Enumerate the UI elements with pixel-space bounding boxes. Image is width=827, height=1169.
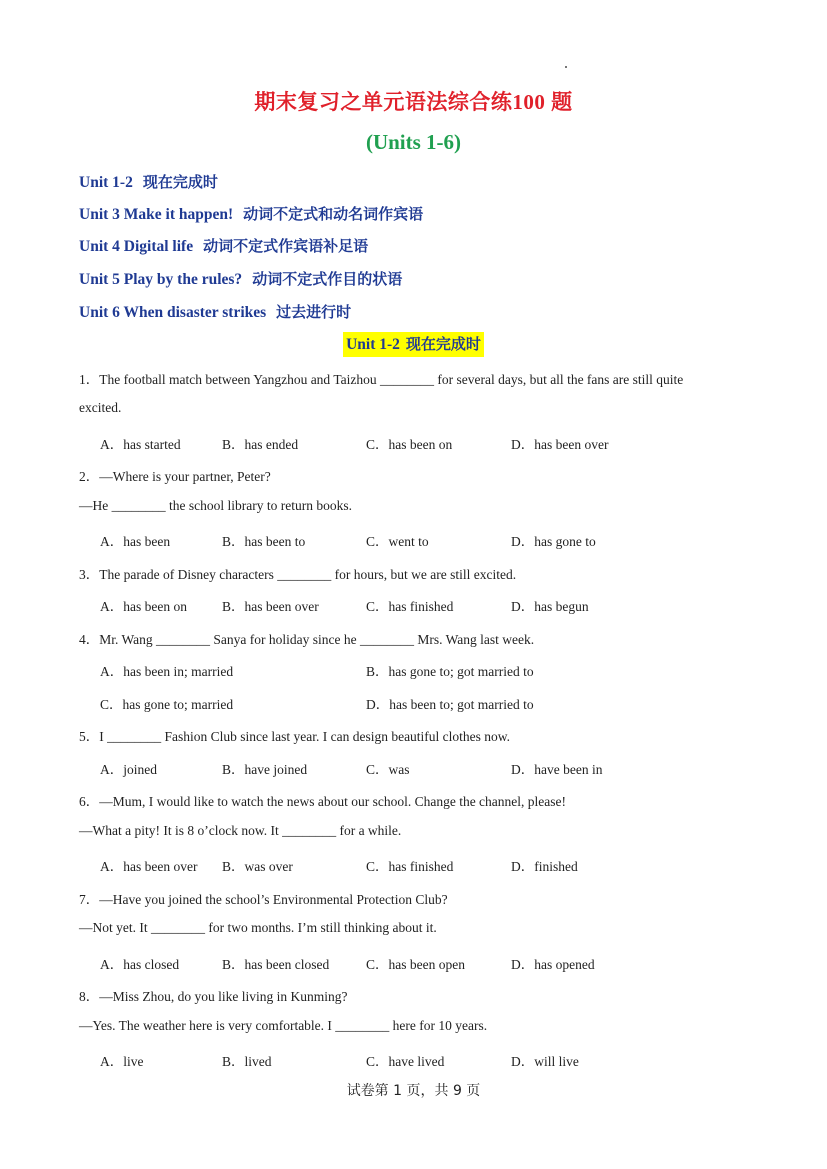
unit-label: Unit 6 When disaster strikes <box>79 304 267 321</box>
option-a: A．has closed <box>100 957 180 972</box>
question-6-answer-line: —What a pity! It is 8 o’clock now. It ________ for a while. <box>79 823 402 838</box>
question-8-stem: 8．—Miss Zhou, do you like living in Kunming? <box>79 989 348 1004</box>
option-a: A．has started <box>100 437 181 452</box>
option-c: C．has been on <box>366 437 453 452</box>
question-7-stem: 7．—Have you joined the school’s Environmental Protection Club? <box>79 892 448 907</box>
option-b: B．lived <box>222 1054 272 1069</box>
option-b: B．has been closed <box>222 957 330 972</box>
option-b: B．was over <box>222 859 293 874</box>
option-a: A．has been in; married <box>100 664 234 679</box>
option-b: B．has been to <box>222 534 306 549</box>
option-c: C．has finished <box>366 859 454 874</box>
section-topic: 现在完成时 <box>405 335 481 353</box>
option-c: C．was <box>366 762 410 777</box>
unit-topic: 动词不定式作宾语补足语 <box>203 237 369 255</box>
question-7-answer-line: —Not yet. It ________ for two months. I’m still thinking about it. <box>79 920 437 935</box>
option-d: D．has opened <box>511 957 595 972</box>
section-heading-wrap <box>0 332 827 357</box>
unit-line-1-2 <box>79 171 218 192</box>
question-1-stem: 1．The football match between Yangzhou and Taizhou ________ for several days, but all the fans are still quite <box>79 372 684 387</box>
option-a: A．live <box>100 1054 144 1069</box>
unit-topic: 动词不定式和动名词作宾语 <box>243 205 424 223</box>
page-footer: 试卷第 1 页，共 9 页 <box>346 1083 481 1099</box>
option-b: B．has been over <box>222 599 319 614</box>
question-1-stem-cont: excited. <box>79 400 122 415</box>
question-8-answer-line: —Yes. The weather here is very comfortable. I ________ here for 10 years. <box>79 1018 488 1033</box>
unit-topic: 现在完成时 <box>142 173 218 191</box>
option-d: D．have been in <box>511 762 603 777</box>
option-a: A．has been over <box>100 859 198 874</box>
section-label: Unit 1-2 <box>346 336 400 353</box>
option-c: C．has been open <box>366 957 465 972</box>
option-c: C．have lived <box>366 1054 445 1069</box>
unit-label: Unit 4 Digital life <box>79 238 194 255</box>
unit-label: Unit 5 Play by the rules? <box>79 271 243 288</box>
unit-label: Unit 3 Make it happen! <box>79 206 234 223</box>
question-4-stem: 4．Mr. Wang ________ Sanya for holiday since he ________ Mrs. Wang last week. <box>79 632 535 647</box>
question-2-stem: 2．—Where is your partner, Peter? <box>79 469 271 484</box>
option-a: A．joined <box>100 762 157 777</box>
unit-label: Unit 1-2 <box>79 174 133 191</box>
unit-line-4 <box>79 235 368 256</box>
option-c: C．has finished <box>366 599 454 614</box>
option-b: B．have joined <box>222 762 308 777</box>
page-title: 期末复习之单元语法综合练100 题 <box>254 90 573 114</box>
option-b: B．has gone to; got married to <box>366 664 534 679</box>
unit-line-5 <box>79 268 402 289</box>
option-d: D．has been to; got married to <box>366 697 534 712</box>
option-c: C．went to <box>366 534 429 549</box>
question-3-stem: 3．The parade of Disney characters ________ for hours, but we are still excited. <box>79 567 517 582</box>
section-heading <box>343 332 484 357</box>
unit-line-6 <box>79 301 351 322</box>
option-d: D．has been over <box>511 437 609 452</box>
option-d: D．has begun <box>511 599 589 614</box>
question-6-stem: 6．—Mum, I would like to watch the news about our school. Change the channel, please! <box>79 794 567 809</box>
question-2-answer-line: —He ________ the school library to return books. <box>79 498 352 513</box>
option-d: D．finished <box>511 859 578 874</box>
option-a: A．has been on <box>100 599 187 614</box>
option-b: B．has ended <box>222 437 299 452</box>
unit-topic: 动词不定式作目的状语 <box>252 270 403 288</box>
option-d: D．has gone to <box>511 534 596 549</box>
question-5-stem: 5．I ________ Fashion Club since last year. I can design beautiful clothes now. <box>79 729 511 744</box>
option-c: C．has gone to; married <box>100 697 234 712</box>
option-d: D．will live <box>511 1054 579 1069</box>
unit-topic: 过去进行时 <box>276 303 352 321</box>
unit-line-3 <box>79 203 423 224</box>
page-subtitle: (Units 1-6) <box>365 130 462 154</box>
option-a: A．has been <box>100 534 171 549</box>
stray-dot <box>565 66 567 68</box>
